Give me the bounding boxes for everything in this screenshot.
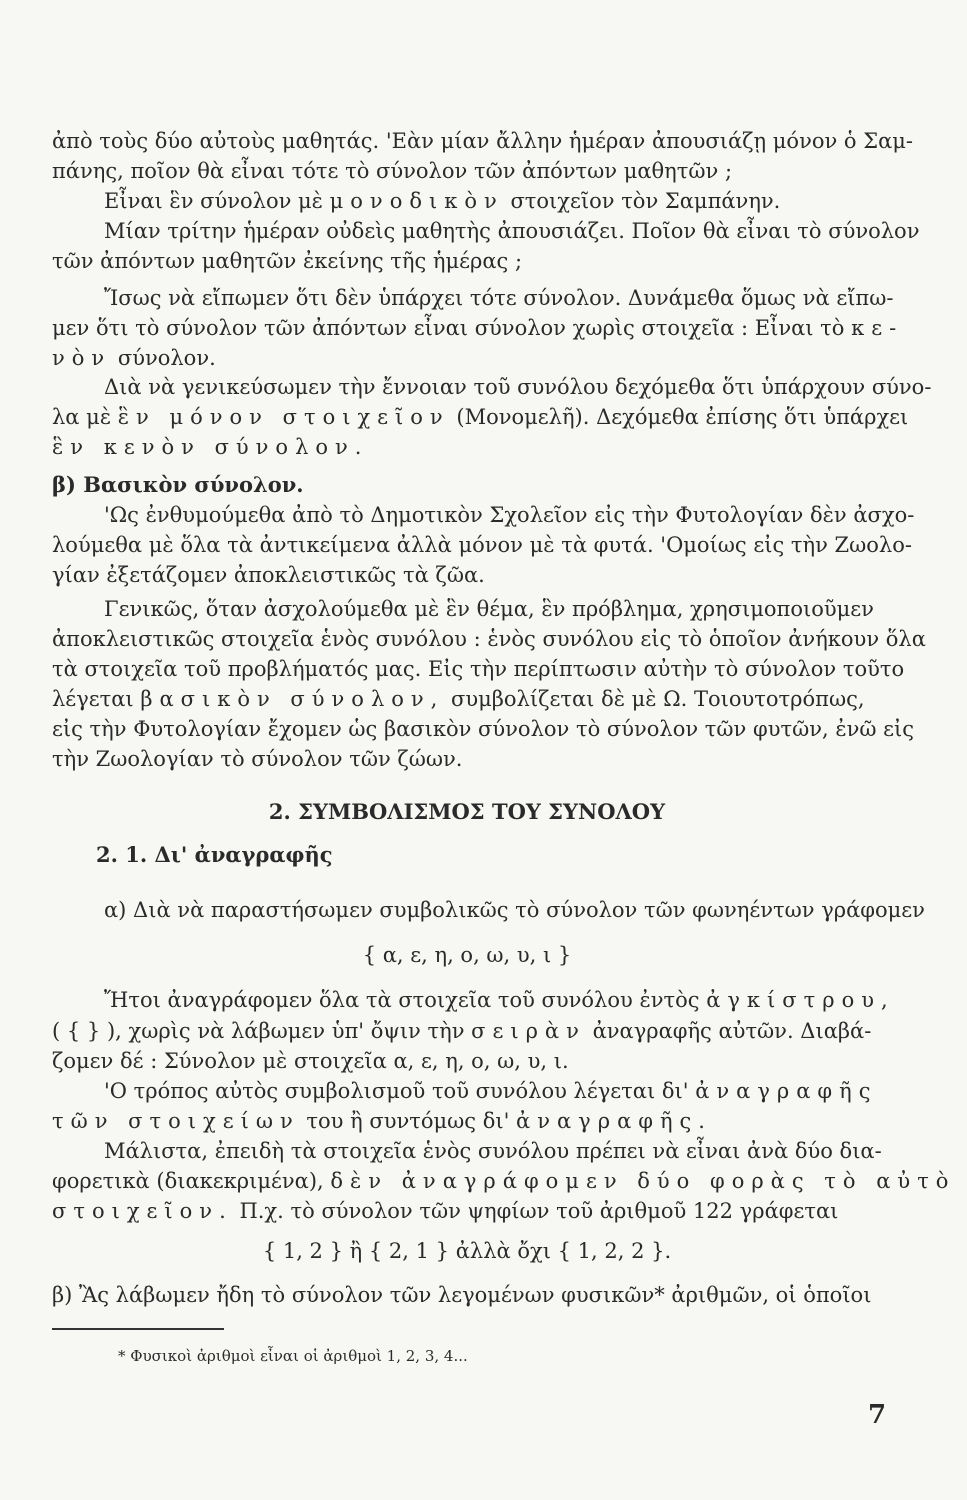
spaced-term: βασικὸν σύνολον,: [140, 687, 445, 711]
text-line: ἀποκλειστικῶς στοιχεῖα ἑνὸς συνόλου : ἑνὸς συνόλου εἰς τὸ ὁποῖον ἀνήκουν ὅλα: [52, 627, 926, 651]
text-line: λούμεθα μὲ ὅλα τὰ ἀντικείμενα ἀλλὰ μόνον μὲ τὰ φυτά. 'Ομοίως εἰς τὴν Ζωολο-: [52, 533, 912, 557]
spaced-term: ἓν κενὸν σύνολον.: [52, 435, 369, 459]
text-line: Γενικῶς, ὅταν ἀσχολούμεθα μὲ ἓν θέμα, ἓν πρόβλημα, χρησιμοποιοῦμεν: [104, 597, 874, 621]
text-line: φορετικὰ (διακεκριμένα), δὲν ἀναγράφομεν δύο φορὰς τὸ αὐτὸ: [52, 1169, 956, 1193]
spaced-term: στοιχεῖον.: [52, 1199, 233, 1223]
text-line: β) Ἂς λάβωμεν ἤδη τὸ σύνολον τῶν λεγομένων φυσικῶν* ἀριθμῶν, οἱ ὁποῖοι: [52, 1283, 872, 1307]
text-line: τὴν Ζωολογίαν τὸ σύνολον τῶν ζώων.: [52, 747, 463, 771]
spaced-term: μονοδικὸν: [329, 189, 504, 213]
text-line: μεν ὅτι τὸ σύνολον τῶν ἀπόντων εἶναι σύνολον χωρὶς στοιχεῖα : Εἶναι τὸ κε-: [52, 316, 904, 340]
text-line: γίαν ἐξετάζομεν ἀποκλειστικῶς τὰ ζῶα.: [52, 563, 485, 587]
text-line: πάνης, ποῖον θὰ εἶναι τότε τὸ σύνολον τῶν ἀπόντων μαθητῶν ;: [52, 159, 733, 183]
spaced-term: ἀναγραφῆς: [695, 1079, 878, 1103]
section-heading: β) Βασικὸν σύνολον.: [52, 472, 304, 497]
formula-digits: { 1, 2 } ἢ { 2, 1 } ἀλλὰ ὄχι { 1, 2, 2 }.: [262, 1239, 672, 1263]
text-line: Διὰ νὰ γενικεύσωμεν τὴν ἔννοιαν τοῦ συνόλου δεχόμεθα ὅτι ὑπάρχουν σύνο-: [104, 375, 932, 399]
text-line: νὸν σύνολον.: [52, 346, 216, 370]
text-line: α) Διὰ νὰ παραστήσωμεν συμβολικῶς τὸ σύνολον τῶν φωνηέντων γράφομεν: [104, 898, 925, 922]
text-line: λα μὲ ἓν μόνον στοιχεῖον (Μονομελῆ). Δεχόμεθα ἐπίσης ὅτι ὑπάρχει: [52, 405, 909, 429]
footnote-divider: [52, 1328, 224, 1330]
text-line: 'Ο τρόπος αὐτὸς συμβολισμοῦ τοῦ συνόλου λέγεται δι' ἀναγραφῆς: [104, 1079, 878, 1103]
spaced-term: κε-: [851, 316, 904, 340]
text-line: στοιχεῖον. Π.χ. τὸ σύνολον τῶν ψηφίων τοῦ ἀριθμοῦ 122 γράφεται: [52, 1199, 839, 1223]
text-line: Ἴσως νὰ εἴπωμεν ὅτι δὲν ὑπάρχει τότε σύνολον. Δυνάμεθα ὅμως νὰ εἴπω-: [104, 286, 894, 310]
chapter-heading: 2. ΣΥΜΒΟΛΙΣΜΟΣ ΤΟΥ ΣΥΝΟΛΟΥ: [268, 799, 666, 824]
text-line: ζομεν δέ : Σύνολον μὲ στοιχεῖα α, ε, η, ο, ω, υ, ι.: [52, 1049, 569, 1073]
subsection-heading: 2. 1. Δι' ἀναγραφῆς: [96, 842, 333, 867]
spaced-term: δὲν ἀναγράφομεν δύο φορὰς τὸ αὐτὸ: [330, 1169, 956, 1193]
text-line: [52, 432, 882, 462]
text-line: Ἤτοι ἀναγράφομεν ὅλα τὰ στοιχεῖα τοῦ συνόλου ἐντὸς ἀγκίστρου,: [104, 988, 895, 1012]
page-number: 7: [868, 1400, 887, 1430]
spaced-term: σειρὰν: [471, 1019, 586, 1043]
text-line: Μίαν τρίτην ἡμέραν οὐδεὶς μαθητὴς ἀπουσιάζει. Ποῖον θὰ εἶναι τὸ σύνολον: [104, 219, 920, 243]
footnote: * Φυσικοὶ ἀριθμοὶ εἶναι οἱ ἀριθμοὶ 1, 2, 3, 4...: [118, 1347, 468, 1365]
text-line: τὰ στοιχεῖα τοῦ προβλήματός μας. Εἰς τὴν περίπτωσιν αὐτὴν τὸ σύνολον τοῦτο: [52, 657, 905, 681]
text-line: ἀπὸ τοὺς δύο αὐτοὺς μαθητάς. 'Εὰν μίαν ἄλλην ἡμέραν ἀπουσιάζῃ μόνον ὁ Σαμ-: [52, 129, 914, 153]
spaced-term: ἀναγραφῆς.: [516, 1109, 712, 1133]
text-line: ( { } ), χωρὶς νὰ λάβωμεν ὑπ' ὄψιν τὴν σειρὰν ἀναγραφῆς αὐτῶν. Διαβά-: [52, 1019, 872, 1043]
text-line: Μάλιστα, ἐπειδὴ τὰ στοιχεῖα ἑνὸς συνόλου πρέπει νὰ εἶναι ἀνὰ δύο δια-: [104, 1139, 882, 1163]
spaced-term: τῶν στοιχείων: [52, 1109, 300, 1133]
text-line: Εἶναι ἓν σύνολον μὲ μονοδικὸν στοιχεῖον τὸν Σαμπάνην.: [104, 189, 781, 213]
spaced-term: νὸν: [52, 346, 112, 370]
spaced-term: ἓν μόνον στοιχεῖον: [117, 405, 450, 429]
spaced-term: ἀγκίστρου,: [706, 988, 895, 1012]
text-line: τῶν στοιχείων του ἢ συντόμως δι' ἀναγραφῆς.: [52, 1109, 712, 1133]
text-line: λέγεται βασικὸν σύνολον, συμβολίζεται δὲ μὲ Ω. Τοιουτοτρόπως,: [52, 687, 865, 711]
formula-vowels: { α, ε, η, ο, ω, υ, ι }: [362, 943, 572, 967]
text-line: 'Ως ἐνθυμούμεθα ἀπὸ τὸ Δημοτικὸν Σχολεῖον εἰς τὴν Φυτολογίαν δὲν ἀσχο-: [104, 503, 915, 527]
text-line: τῶν ἀπόντων μαθητῶν ἐκείνης τῆς ἡμέρας ;: [52, 249, 523, 273]
text-line: εἰς τὴν Φυτολογίαν ἔχομεν ὡς βασικὸν σύνολον τὸ σύνολον τῶν φυτῶν, ἐνῶ εἰς: [52, 717, 915, 741]
